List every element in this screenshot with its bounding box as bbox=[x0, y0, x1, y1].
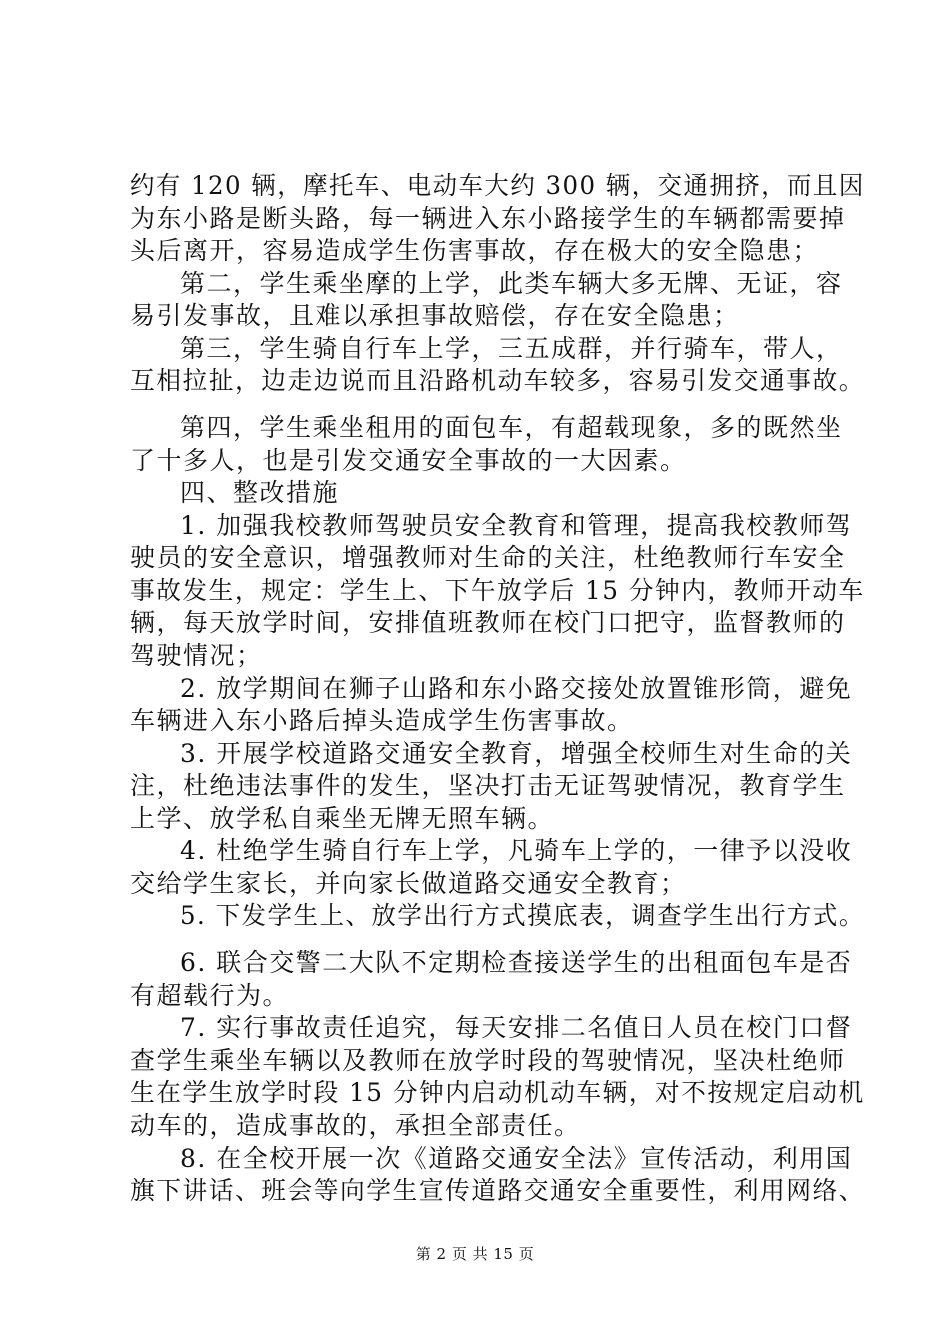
page-footer: 第 2 页 共 15 页 bbox=[415, 1245, 535, 1263]
text-line: 约有 120 辆，摩托车、电动车大约 300 辆，交通拥挤，而且因 bbox=[130, 171, 865, 200]
text-line: 动车的，造成事故的，承担全部责任。 bbox=[130, 1110, 581, 1140]
text-line: 6. 联合交警二大队不定期检查接送学生的出租面包车是否 bbox=[180, 948, 853, 978]
text-line: 驾驶情况； bbox=[130, 641, 263, 670]
text-line: 生在学生放学时段 15 分钟内启动机动车辆，对不按规定启动机 bbox=[130, 1078, 865, 1108]
text-line: 注，杜绝违法事件的发生，坚决打击无证驾驶情况，教育学生 bbox=[130, 771, 846, 801]
text-line: 易引发事故，且难以承担事故赔偿，存在安全隐患； bbox=[130, 301, 740, 331]
text-line: 为东小路是断头路，每一辆进入东小路接学生的车辆都需要掉 bbox=[130, 203, 846, 233]
text-line: 第三，学生骑自行车上学，三五成群，并行骑车，带人， bbox=[180, 333, 843, 363]
text-line: 第二，学生乘坐摩的上学，此类车辆大多无牌、无证，容 bbox=[180, 268, 843, 298]
text-line: 事故发生，规定：学生上、下午放学后 15 分钟内，教师开动车 bbox=[130, 575, 865, 605]
text-line: 8. 在全校开展一次《道路交通安全法》宣传活动，利用国 bbox=[180, 1143, 853, 1173]
text-line: 了十多人，也是引发交通安全事故的一大因素。 bbox=[130, 445, 687, 475]
text-line: 2. 放学期间在狮子山路和东小路交接处放置锥形筒，避免 bbox=[180, 673, 853, 703]
text-line: 查学生乘坐车辆以及教师在放学时段的驾驶情况，坚决杜绝师 bbox=[130, 1045, 846, 1075]
text-line: 旗下讲话、班会等向学生宣传道路交通安全重要性，利用网络、 bbox=[130, 1176, 866, 1205]
text-line: 辆，每天放学时间，安排值班教师在校门口把守，监督教师的 bbox=[130, 608, 846, 638]
text-line: 3. 开展学校道路交通安全教育，增强全校师生对生命的关 bbox=[180, 738, 853, 768]
text-line: 车辆进入东小路后掉头造成学生伤害事故。 bbox=[130, 706, 634, 735]
text-line: 驶员的安全意识，增强教师对生命的关注，杜绝教师行车安全 bbox=[130, 543, 846, 573]
text-line: 互相拉扯，边走边说而且沿路机动车较多，容易引发交通事故。 bbox=[130, 366, 866, 396]
text-line: 有超载行为。 bbox=[130, 980, 290, 1010]
text-line: 交给学生家长，并向家长做道路交通安全教育； bbox=[130, 868, 687, 898]
text-line: 4. 杜绝学生骑自行车上学，凡骑车上学的，一律予以没收 bbox=[180, 836, 853, 866]
text-line: 7. 实行事故责任追究，每天安排二名值日人员在校门口督 bbox=[180, 1013, 853, 1043]
text-line: 第四，学生乘坐租用的面包车，有超载现象，多的既然坐 bbox=[180, 413, 843, 443]
text-line: 头后离开，容易造成学生伤害事故，存在极大的安全隐患； bbox=[130, 236, 820, 266]
text-line: 5. 下发学生上、放学出行方式摸底表，调查学生出行方式。 bbox=[180, 901, 865, 931]
text-line: 1. 加强我校教师驾驶员安全教育和管理，提高我校教师驾 bbox=[180, 510, 853, 540]
section-heading: 四、整改措施 bbox=[180, 478, 340, 508]
text-line: 上学、放学私自乘坐无牌无照车辆。 bbox=[130, 803, 555, 833]
